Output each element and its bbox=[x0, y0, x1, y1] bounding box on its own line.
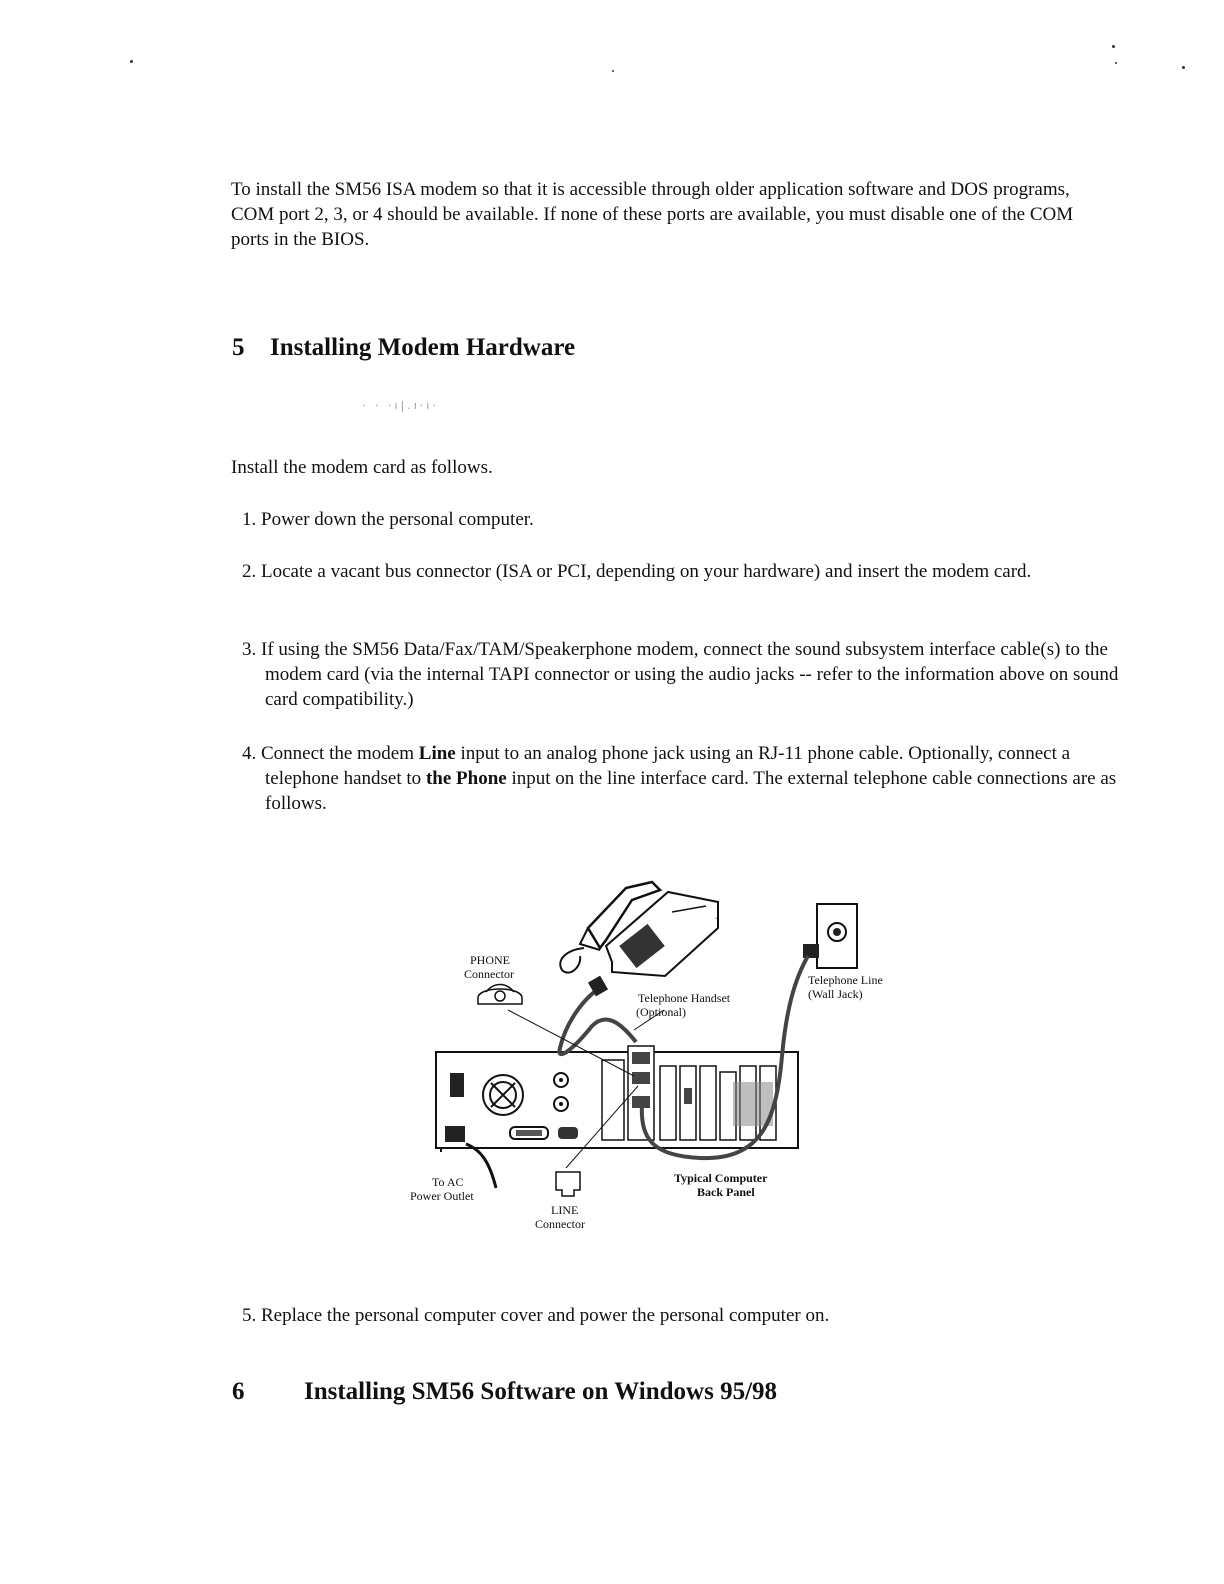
step-marker: 3. bbox=[242, 639, 257, 660]
step-1 bbox=[231, 507, 1135, 532]
intro-paragraph: To install the SM56 ISA modem so that it is accessible through older application software and DOS programs, COM port 2, 3, or 4 should be available. If none of these ports are available, you must disable one of the COM ports in the BIOS. bbox=[231, 179, 1074, 250]
scan-speck bbox=[1112, 45, 1115, 48]
power-cord bbox=[466, 1144, 496, 1188]
section-5-title: Installing Modem Hardware bbox=[270, 334, 576, 361]
section-6-number: 6 bbox=[232, 1378, 245, 1405]
back-panel-label: Typical Computer bbox=[674, 1171, 768, 1185]
line-connector-label: Connector bbox=[535, 1217, 585, 1231]
wall-jack-icon bbox=[817, 904, 857, 968]
section-5-lead: Install the modem card as follows. bbox=[231, 457, 493, 478]
step-4 bbox=[231, 741, 1135, 816]
step-marker: 4. bbox=[242, 743, 257, 764]
step-text-part: input to an analog phone jack using an RJ-11 phone cable. Optionally, connect a telephone handset to bbox=[265, 743, 1071, 789]
line-connector-icon bbox=[556, 1172, 580, 1196]
wall-jack-label: (Wall Jack) bbox=[808, 987, 863, 1001]
step-bold-term: the Phone bbox=[425, 768, 507, 789]
power-outlet-label: Power Outlet bbox=[410, 1189, 474, 1203]
step-marker: 5. bbox=[242, 1305, 257, 1326]
step-5 bbox=[231, 1303, 1135, 1328]
step-text: If using the SM56 Data/Fax/TAM/Speakerphone modem, connect the sound subsystem interface cable(s) to the modem card (via the internal TAPI connector or using the audio jacks -- refer to the information above on sound card compatibility.) bbox=[261, 639, 1119, 710]
section-6-title: Installing SM56 Software on Windows 95/98 bbox=[304, 1378, 778, 1405]
back-panel-label: Back Panel bbox=[697, 1185, 755, 1199]
computer-back-panel bbox=[436, 1046, 798, 1152]
phone-connector-label: Connector bbox=[464, 967, 514, 981]
scan-speck bbox=[130, 60, 133, 63]
step-2 bbox=[231, 559, 1135, 584]
scan-speck bbox=[1115, 62, 1117, 64]
step-marker: 2. bbox=[242, 561, 257, 582]
connection-diagram bbox=[400, 868, 883, 1240]
step-bold-term: Line bbox=[418, 743, 456, 764]
section-6-heading bbox=[232, 1378, 777, 1406]
scan-speck bbox=[612, 70, 614, 72]
phone-connector-icon bbox=[478, 985, 522, 1005]
scan-speck bbox=[1182, 66, 1185, 69]
step-text: Locate a vacant bus connector (ISA or PCI, depending on your hardware) and insert the modem card. bbox=[261, 561, 1032, 582]
phone-connector-label: PHONE bbox=[470, 953, 511, 967]
step-3 bbox=[231, 637, 1135, 712]
section-5-heading bbox=[232, 334, 575, 362]
wall-jack-plug bbox=[803, 944, 819, 958]
step-text: Power down the personal computer. bbox=[261, 509, 534, 530]
section-5-number: 5 bbox=[232, 334, 245, 361]
power-outlet-label: To AC bbox=[432, 1175, 464, 1189]
handset-label: Telephone Handset bbox=[638, 991, 731, 1005]
telephone-icon bbox=[560, 882, 718, 976]
wall-jack-label: Telephone Line bbox=[808, 973, 883, 987]
scan-artifact: · · ·ı|.ı·ı· bbox=[362, 399, 439, 412]
step-marker: 1. bbox=[242, 509, 257, 530]
line-connector-label: LINE bbox=[551, 1203, 579, 1217]
step-text-part: Connect the modem bbox=[261, 743, 419, 764]
handset-cable bbox=[559, 988, 636, 1054]
handset-label: (Optional) bbox=[636, 1005, 686, 1019]
step-text: Replace the personal computer cover and power the personal computer on. bbox=[261, 1305, 830, 1326]
step-text-part: input on the line interface card. The external telephone cable connections are as follows. bbox=[265, 768, 1117, 814]
